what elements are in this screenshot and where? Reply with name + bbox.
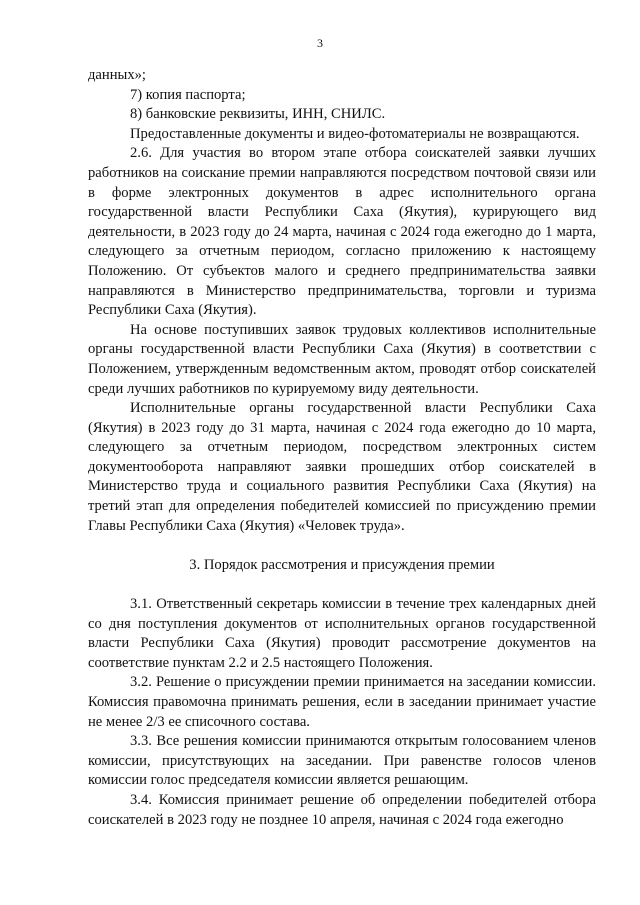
spacer: [88, 575, 596, 595]
paragraph-documents-not-returned: Предоставленные документы и видео-фотоматериалы не возвращаются.: [130, 125, 580, 142]
section-3-heading: 3. Порядок рассмотрения и присуждения премии: [189, 556, 495, 573]
paragraph-executive-bodies: Исполнительные органы государственной власти Республики Саха (Якутия) в 2023 году до 31 марта, начиная с 2024 года ежегодно до 10 марта, следующего за отчетным периодом, посредством электронных систем документооборота направляют заявки прошедших отбор соискателей в Министерство труда и социального развития Республики Саха (Якутия) на третий этап для определения победителей комиссией по присуждению премии Главы Республики Саха (Якутия) «Человек труда».: [88, 400, 596, 534]
paragraph-2-6: 2.6. Для участия во втором этапе отбора соискателей заявки лучших работников на соискание премии направляются посредством почтовой связи или в форме электронных документов в адрес исполнительного органа государственной власти Республики Саха (Якутия), курирующего вид деятельности, в 2023 году до 24 марта, начиная с 2024 года ежегодно до 1 марта, следующего за отчетным периодом, согласно приложению к настоящему Положению. От субъектов малого и среднего предпринимательства заявки направляются в Министерство предпринимательства, торговли и туризма Республики Саха (Якутия).: [88, 145, 596, 319]
paragraph-3-4: 3.4. Комиссия принимает решение об определении победителей отбора соискателей в 2023 году не позднее 10 апреля, начиная с 2024 года ежегодно: [88, 791, 596, 828]
document-body: [88, 66, 596, 830]
list-item-8: 8) банковские реквизиты, ИНН, СНИЛС.: [130, 106, 386, 123]
paragraph-continuation: данных»;: [88, 67, 146, 83]
paragraph-3-2: 3.2. Решение о присуждении премии принимается на заседании комиссии. Комиссия правомочна принимать решения, если в заседании принимает участие не менее 2/3 ее списочного состава.: [88, 674, 596, 730]
paragraph-3-1: 3.1. Ответственный секретарь комиссии в течение трех календарных дней со дня поступления документов от исполнительных органов государственной власти Республики Саха (Якутия) проводит рассмотрение документов на соответствие пунктам 2.2 и 2.5 настоящего Положения.: [88, 596, 596, 671]
paragraph-3-3: 3.3. Все решения комиссии принимаются открытым голосованием членов комиссии, присутствующих на заседании. При равенстве голосов членов комиссии голос председателя комиссии является решающим.: [88, 733, 596, 789]
page-number: 3: [317, 36, 323, 50]
spacer: [88, 536, 596, 556]
list-item-7: 7) копия паспорта;: [130, 86, 246, 103]
paragraph-selection-basis: На основе поступивших заявок трудовых коллективов исполнительные органы государственной власти Республики Саха (Якутия) в соответствии с Положением, утвержденным ведомственным актом, проводят отбор соискателей среди лучших работников по курируемому виду деятельности.: [88, 321, 596, 397]
